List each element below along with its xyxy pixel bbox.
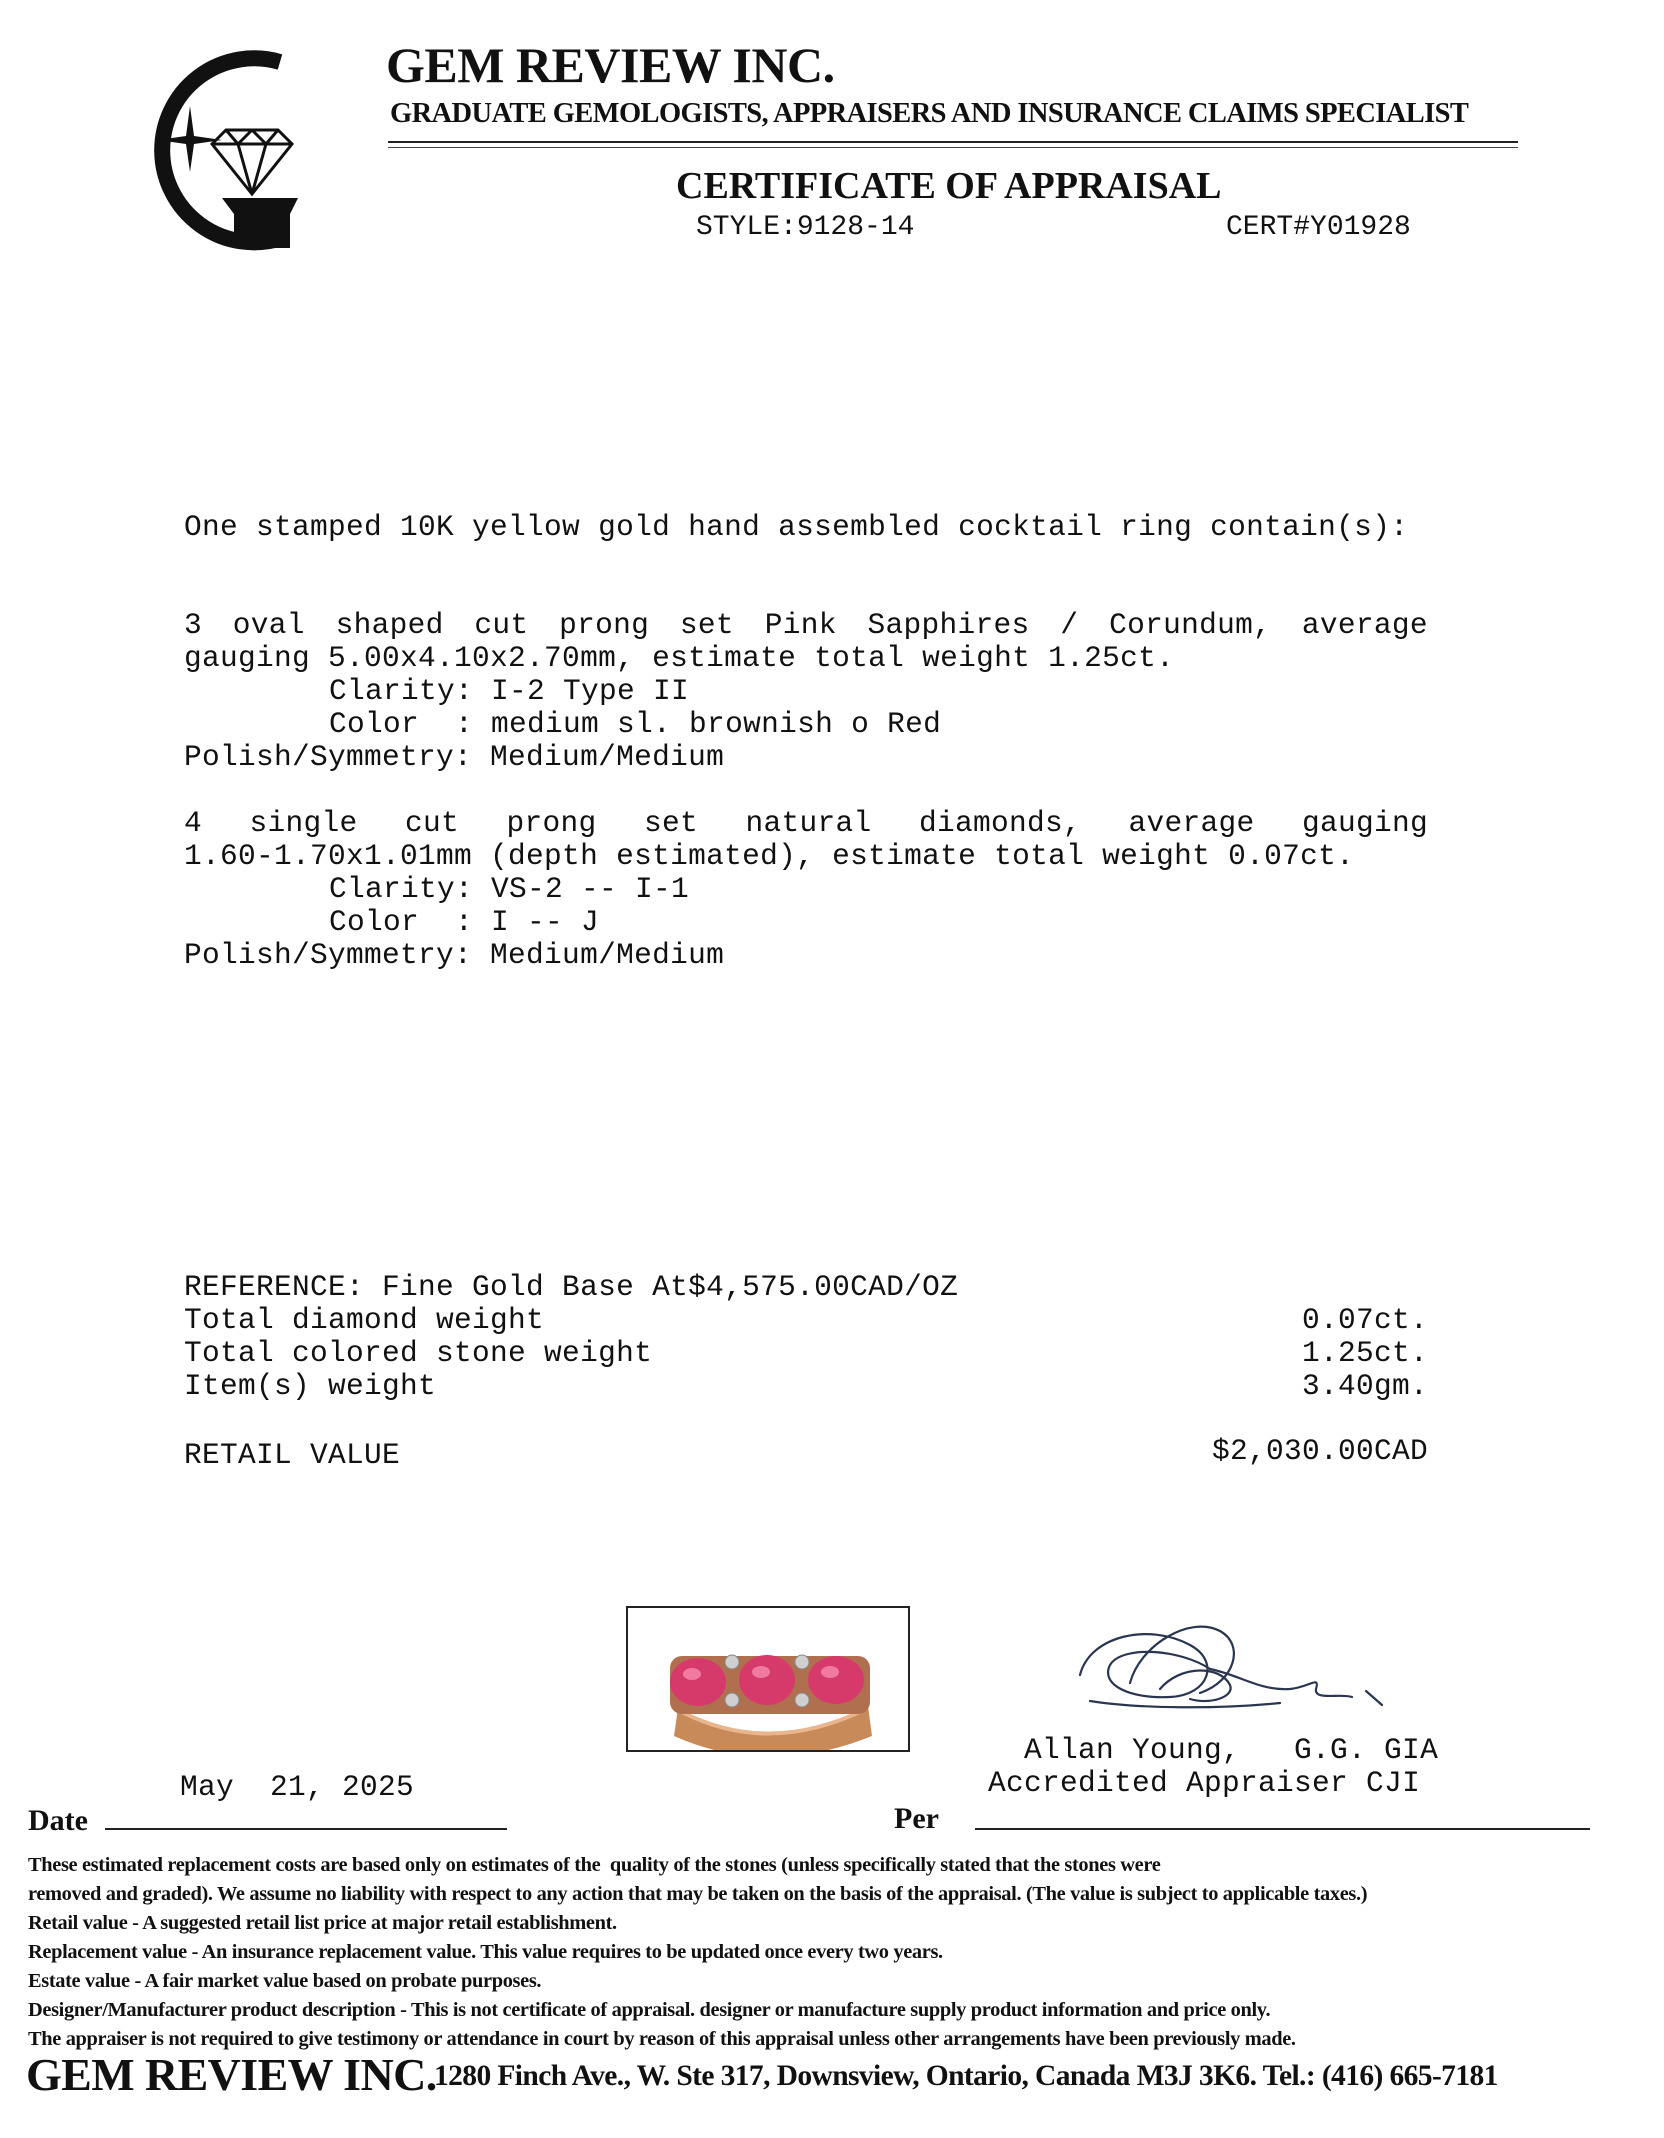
footer-company-name: GEM REVIEW INC. bbox=[26, 2049, 437, 2100]
header-divider-thin bbox=[388, 147, 1518, 148]
stone2-word: single bbox=[249, 806, 358, 840]
document-title: CERTIFICATE OF APPRAISAL bbox=[676, 165, 1222, 207]
stone1-word: Pink bbox=[764, 608, 837, 642]
stone1-word: average bbox=[1301, 608, 1428, 642]
stone2-word: average bbox=[1128, 806, 1255, 840]
summary-value-item-weight: 3.40gm. bbox=[1301, 1369, 1428, 1403]
certificate-number: CERT#Y01928 bbox=[1226, 212, 1411, 243]
stone2-clarity: Clarity: VS-2 -- I-1 bbox=[329, 872, 690, 906]
reference-gold-price: REFERENCE: Fine Gold Base At$4,575.00CAD/OZ bbox=[184, 1270, 959, 1304]
company-name: GEM REVIEW INC. bbox=[386, 37, 835, 93]
company-logo bbox=[130, 48, 330, 254]
disclaimer-retail-value: Retail value - A suggested retail list price at major retail establishment. bbox=[28, 1912, 617, 1934]
per-label: Per bbox=[894, 1802, 939, 1835]
date-label: Date bbox=[28, 1804, 88, 1837]
disclaimer-line-1: These estimated replacement costs are based only on estimates of the quality of the stones (unless specifically stated that the stones were bbox=[28, 1854, 1161, 1876]
date-line bbox=[105, 1828, 507, 1830]
disclaimer-replacement-value: Replacement value - An insurance replacement value. This value requires to be updated once every two years. bbox=[28, 1941, 943, 1963]
stone2-word: prong bbox=[506, 806, 597, 840]
stone2-word: gauging bbox=[1301, 806, 1428, 840]
stone2-word: set bbox=[643, 806, 698, 840]
stone1-line2: gauging 5.00x4.10x2.70mm, estimate total weight 1.25ct. bbox=[184, 641, 1175, 675]
disclaimer-line-2: removed and graded). We assume no liability with respect to any action that may be taken on the basis of the appraisal. (The value is subject to applicable taxes.) bbox=[28, 1883, 1368, 1905]
item-description: One stamped 10K yellow gold hand assembled cocktail ring contain(s): bbox=[184, 510, 1409, 544]
retail-value-amount: $2,030.00CAD bbox=[1211, 1434, 1428, 1468]
stone2-word: cut bbox=[404, 806, 459, 840]
appraisal-date: May 21, 2025 bbox=[180, 1770, 415, 1804]
stone1-word: oval bbox=[232, 608, 305, 642]
stone1-word: / bbox=[1060, 608, 1079, 642]
stone2-polish: Polish/Symmetry: Medium/Medium bbox=[184, 938, 725, 972]
ring-photo bbox=[626, 1606, 910, 1752]
stone1-word: 3 bbox=[184, 608, 203, 642]
summary-label-colored-stone: Total colored stone weight bbox=[184, 1336, 653, 1370]
stone2-word: 4 bbox=[184, 806, 203, 840]
stone1-word: set bbox=[679, 608, 734, 642]
retail-value-label: RETAIL VALUE bbox=[184, 1438, 401, 1472]
stone1-word: shaped bbox=[335, 608, 444, 642]
stone2-line2: 1.60-1.70x1.01mm (depth estimated), estimate total weight 0.07ct. bbox=[184, 839, 1355, 873]
summary-label-diamond: Total diamond weight bbox=[184, 1303, 545, 1337]
appraiser-title: Accredited Appraiser CJI bbox=[988, 1766, 1421, 1800]
stone1-word: Corundum, bbox=[1109, 608, 1272, 642]
stone1-line1 bbox=[184, 608, 1428, 642]
company-tagline: GRADUATE GEMOLOGISTS, APPRAISERS AND INSURANCE CLAIMS SPECIALIST bbox=[390, 98, 1469, 129]
appraiser-signature bbox=[1070, 1605, 1400, 1735]
ring-image bbox=[628, 1608, 908, 1750]
stone2-word: natural bbox=[745, 806, 872, 840]
disclaimer-testimony: The appraiser is not required to give testimony or attendance in court by reason of this appraisal unless other arrangements have been previously made. bbox=[28, 2028, 1296, 2050]
footer-address: 1280 Finch Ave., W. Ste 317, Downsview, Ontario, Canada M3J 3K6. Tel.: (416) 665-7181 bbox=[434, 2060, 1498, 2092]
stone1-word: prong bbox=[559, 608, 650, 642]
stone1-word: cut bbox=[474, 608, 529, 642]
stone1-polish: Polish/Symmetry: Medium/Medium bbox=[184, 740, 725, 774]
header-divider bbox=[388, 141, 1518, 143]
stone2-line1 bbox=[184, 806, 1428, 840]
style-number: STYLE:9128-14 bbox=[696, 212, 915, 243]
appraiser-name: Allan Young, G.G. GIA bbox=[1024, 1733, 1439, 1767]
disclaimer-designer: Designer/Manufacturer product description - This is not certificate of appraisal. designer or manufacture supply product information and price only. bbox=[28, 1999, 1271, 2021]
summary-value-colored-stone: 1.25ct. bbox=[1301, 1336, 1428, 1370]
stone1-word: Sapphires bbox=[867, 608, 1030, 642]
summary-label-item-weight: Item(s) weight bbox=[184, 1369, 437, 1403]
summary-value-diamond: 0.07ct. bbox=[1301, 1303, 1428, 1337]
stone1-clarity: Clarity: I-2 Type II bbox=[329, 674, 690, 708]
disclaimer-estate-value: Estate value - A fair market value based on probate purposes. bbox=[28, 1970, 542, 1992]
per-line bbox=[975, 1828, 1590, 1830]
stone1-color: Color : medium sl. brownish o Red bbox=[329, 707, 942, 741]
stone2-word: diamonds, bbox=[918, 806, 1081, 840]
stone2-color: Color : I -- J bbox=[329, 905, 600, 939]
